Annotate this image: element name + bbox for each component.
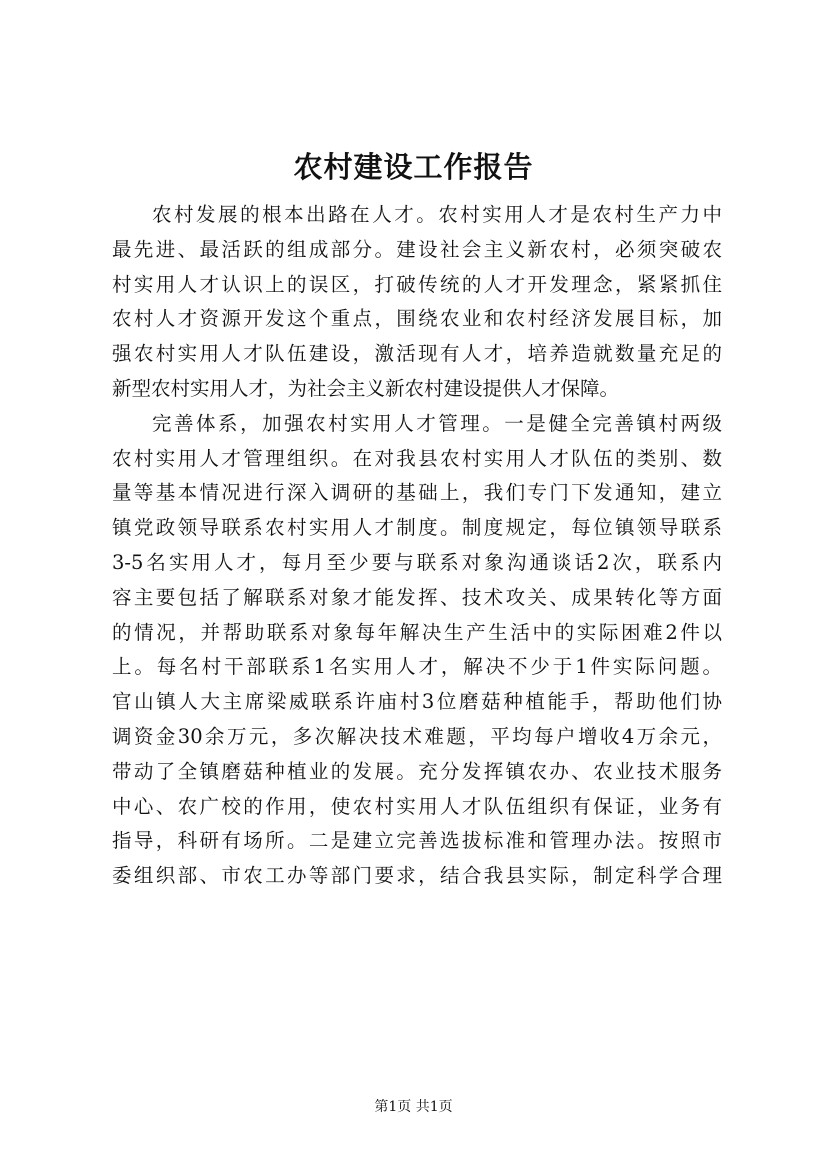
paragraph-line: 容主要包括了解联系对象才能发挥、技术攻关、成果转化等方面 (112, 585, 722, 609)
paragraph-line: 的情况，并帮助联系对象每年解决生产生活中的实际困难2件以 (112, 620, 722, 644)
paragraph-line: 调资金30余万元，多次解决技术难题，平均每户增收4万余元， (112, 724, 722, 748)
paragraph-2 (112, 407, 722, 894)
paragraph-line: 上。每名村干部联系1名实用人才，解决不少于1件实际问题。 (112, 655, 722, 679)
document-title: 农村建设工作报告 (293, 150, 534, 184)
paragraph-line: 完善体系，加强农村实用人才管理。一是健全完善镇村两级 (152, 411, 722, 435)
paragraph-line: 农村实用人才管理组织。在对我县农村实用人才队伍的类别、数 (112, 446, 722, 470)
paragraph-line: 强农村实用人才队伍建设，激活现有人才，培养造就数量充足的 (112, 342, 722, 366)
paragraph-line: 农村人才资源开发这个重点，围绕农业和农村经济发展目标，加 (112, 307, 722, 331)
paragraph-line: 指导，科研有场所。二是建立完善选拔标准和管理办法。按照市 (112, 829, 722, 853)
paragraph-line: 最先进、最活跃的组成部分。建设社会主义新农村，必须突破农 (112, 237, 722, 261)
paragraph-line: 量等基本情况进行深入调研的基础上，我们专门下发通知，建立 (112, 481, 722, 505)
paragraph-line: 中心、农广校的作用，使农村实用人才队伍组织有保证，业务有 (112, 794, 722, 818)
page-footer: 第1页 共1页 (374, 1099, 453, 1115)
paragraph-line: 官山镇人大主席梁威联系许庙村3位磨菇种植能手，帮助他们协 (112, 690, 722, 714)
paragraph-1 (112, 198, 722, 407)
paragraph-line: 委组织部、市农工办等部门要求，结合我县实际，制定科学合理 (112, 864, 722, 888)
paragraph-line: 农村发展的根本出路在人才。农村实用人才是农村生产力中 (152, 203, 722, 226)
paragraph-line: 村实用人才认识上的误区，打破传统的人才开发理念，紧紧抓住 (112, 272, 722, 296)
paragraph-line: 带动了全镇磨菇种植业的发展。充分发挥镇农办、农业技术服务 (112, 759, 722, 783)
paragraph-line: 新型农村实用人才，为社会主义新农村建设提供人才保障。 (112, 376, 620, 400)
paragraph-line: 镇党政领导联系农村实用人才制度。制度规定，每位镇领导联系 (112, 516, 722, 540)
paragraph-line: 3-5名实用人才，每月至少要与联系对象沟通谈话2次，联系内 (112, 550, 722, 574)
document-body (112, 198, 722, 894)
